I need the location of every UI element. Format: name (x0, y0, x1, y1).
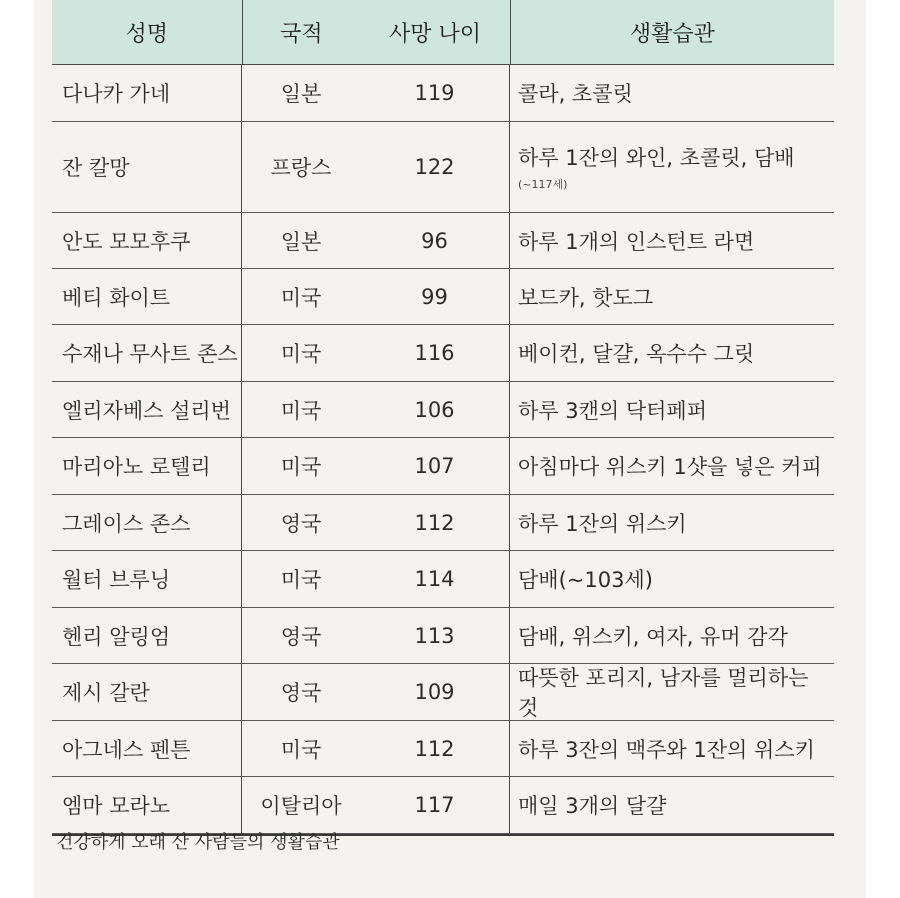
table-row (52, 213, 834, 269)
cell-name: 아그네스 펜튼 (52, 721, 242, 776)
cell-nationality: 영국 (280, 624, 322, 649)
cell-age: 107 (360, 438, 510, 494)
habit-text: 하루 3잔의 맥주와 1잔의 위스키 (518, 737, 815, 762)
habit-text: 따뜻한 포리지, 남자를 멀리하는 것 (518, 666, 809, 720)
table-row (52, 325, 834, 382)
cell-habit (510, 213, 834, 268)
cell-age: 114 (360, 551, 510, 607)
cell-habit (510, 777, 834, 833)
cell-nationality: 이탈리아 (260, 794, 342, 818)
cell-habit (510, 382, 834, 437)
habit-text: 베이컨, 달걀, 옥수수 그릿 (518, 342, 755, 366)
cell-name: 엠마 모라노 (52, 777, 242, 833)
cell-name: 헨리 알링엄 (52, 608, 242, 663)
habit-text: 하루 1개의 인스턴트 라면 (518, 229, 755, 254)
header-nationality: 국적 (280, 21, 323, 47)
cell-age: 119 (360, 65, 510, 121)
cell-age: 117 (360, 777, 510, 833)
habit-note: (~117세) (518, 178, 568, 191)
cell-habit (510, 664, 834, 720)
table-row (52, 65, 834, 122)
table-row (52, 438, 834, 495)
cell-name: 제시 갈란 (52, 664, 242, 720)
cell-age: 109 (360, 664, 510, 720)
cell-age: 96 (360, 213, 510, 268)
cell-age: 122 (360, 122, 510, 212)
cell-nationality: 미국 (280, 285, 322, 310)
cell-habit (510, 438, 834, 494)
cell-age: 112 (360, 495, 510, 550)
habit-text: 보드카, 핫도그 (518, 285, 654, 310)
cell-age: 116 (360, 325, 510, 381)
table-row (52, 122, 834, 213)
book-page (34, 0, 866, 898)
habit-text: 매일 3개의 달걀 (518, 794, 667, 818)
table-caption: 건강하게 오래 산 사람들의 생활습관 (56, 832, 340, 853)
cell-habit (510, 325, 834, 381)
cell-nationality: 미국 (280, 455, 322, 479)
cell-name: 베티 화이트 (52, 269, 242, 324)
cell-nationality: 미국 (280, 568, 322, 592)
cell-habit (510, 65, 834, 121)
table-row (52, 551, 834, 608)
habit-text: 하루 1잔의 와인, 초콜릿, 담배 (518, 146, 795, 170)
table-body (52, 65, 834, 834)
cell-nationality: 미국 (280, 737, 322, 762)
cell-name: 엘리자베스 설리번 (52, 382, 242, 437)
table-row (52, 382, 834, 438)
table-row (52, 664, 834, 721)
habit-text: 하루 1잔의 위스키 (518, 511, 687, 536)
table-row (52, 721, 834, 777)
cell-age: 106 (360, 382, 510, 437)
cell-habit (510, 122, 834, 212)
cell-nationality: 미국 (280, 398, 322, 423)
cell-age: 112 (360, 721, 510, 776)
cell-name: 그레이스 존스 (52, 495, 242, 550)
table-row (52, 495, 834, 551)
cell-habit (510, 721, 834, 776)
cell-name: 마리아노 로텔리 (52, 438, 242, 494)
cell-habit (510, 551, 834, 607)
cell-nationality: 일본 (280, 82, 322, 106)
cell-name: 안도 모모후쿠 (52, 213, 242, 268)
header-age: 사망 나이 (360, 0, 511, 64)
cell-habit (510, 608, 834, 663)
cell-habit (510, 269, 834, 324)
table-row (52, 269, 834, 325)
table-header (52, 0, 834, 65)
cell-nationality: 영국 (280, 511, 322, 536)
cell-name: 수재나 무사트 존스 (52, 325, 242, 381)
cell-name: 잔 칼망 (52, 122, 242, 212)
habit-text: 하루 3캔의 닥터페퍼 (518, 398, 707, 423)
habit-text: 아침마다 위스키 1샷을 넣은 커피 (518, 455, 822, 479)
cell-nationality: 프랑스 (270, 156, 332, 180)
longevity-table (52, 0, 834, 836)
table-row (52, 777, 834, 834)
habit-text: 담배(~103세) (518, 568, 653, 592)
cell-nationality: 영국 (280, 681, 322, 705)
cell-age: 113 (360, 608, 510, 663)
habit-text: 콜라, 초콜릿 (518, 82, 633, 106)
cell-nationality: 미국 (280, 342, 322, 366)
cell-name: 다나카 가네 (52, 65, 242, 121)
cell-nationality: 일본 (280, 229, 322, 254)
habit-text: 담배, 위스키, 여자, 유머 감각 (518, 624, 788, 649)
table-row (52, 608, 834, 664)
cell-habit (510, 495, 834, 550)
header-habit: 생활습관 (629, 21, 715, 47)
header-name: 성명 (52, 0, 243, 64)
cell-age: 99 (360, 269, 510, 324)
cell-name: 월터 브루닝 (52, 551, 242, 607)
